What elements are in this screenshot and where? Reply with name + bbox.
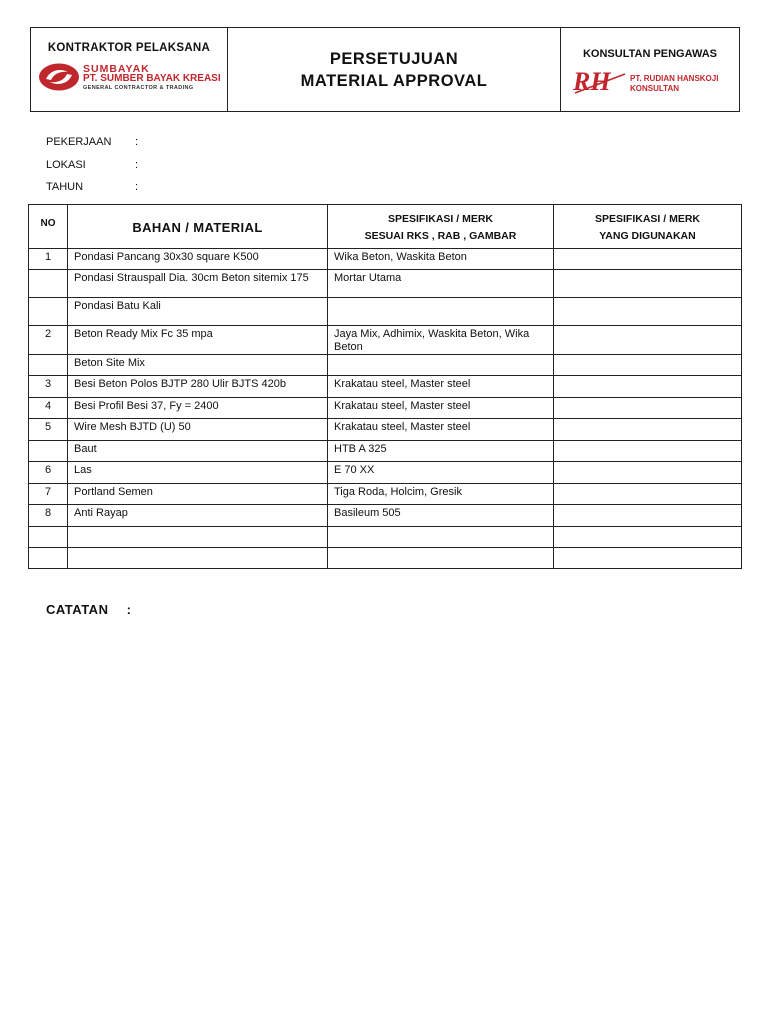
spec-used-line2: YANG DIGUNAKAN (599, 229, 696, 242)
cell-spec-required: Krakatau steel, Master steel (328, 398, 554, 419)
cell-spec-required: Wika Beton, Waskita Beton (328, 249, 554, 270)
cell-no (29, 270, 68, 298)
table-body (29, 249, 742, 569)
cell-spec-used (554, 462, 742, 484)
spec-required-line1: SPESIFIKASI / MERK (387, 212, 493, 225)
cell-spec-used (554, 548, 742, 569)
contractor-short-name: SUMBAYAK (83, 63, 150, 75)
title-block (228, 28, 561, 111)
table-row (29, 462, 742, 484)
cell-no (29, 441, 68, 462)
col-header-bahan: BAHAN / MATERIAL (68, 205, 328, 249)
consultant-block (561, 28, 739, 111)
cell-no: 1 (29, 249, 68, 270)
catatan-label: CATATAN (46, 602, 109, 617)
table-row (29, 398, 742, 419)
cell-no (29, 527, 68, 548)
table-row (29, 249, 742, 270)
cell-spec-required: HTB A 325 (328, 441, 554, 462)
cell-spec-required (328, 298, 554, 326)
cell-spec-required (328, 527, 554, 548)
cell-spec-used (554, 376, 742, 398)
material-table (28, 204, 742, 569)
cell-spec-used (554, 441, 742, 462)
table-row (29, 505, 742, 527)
cell-spec-used (554, 270, 742, 298)
table-row (29, 484, 742, 505)
table-row (29, 441, 742, 462)
cell-no: 2 (29, 326, 68, 355)
contractor-block (31, 28, 228, 111)
cell-spec-used (554, 298, 742, 326)
document-header (30, 27, 740, 112)
cell-spec-required (328, 355, 554, 376)
col-header-no: NO (29, 205, 68, 249)
contractor-subtitle: GENERAL CONTRACTOR & TRADING (83, 85, 194, 91)
cell-spec-used (554, 249, 742, 270)
cell-spec-required: Tiga Roda, Holcim, Gresik (328, 484, 554, 505)
catatan-section (46, 602, 131, 617)
cell-bahan: Anti Rayap (68, 505, 328, 527)
rh-logo-text: RH (573, 68, 611, 96)
spec-used-line1: SPESIFIKASI / MERK (594, 212, 700, 225)
cell-no (29, 548, 68, 569)
cell-bahan: Pondasi Pancang 30x30 square K500 (68, 249, 328, 270)
cell-spec-used (554, 326, 742, 355)
table-row (29, 527, 742, 548)
cell-no: 8 (29, 505, 68, 527)
table-row (29, 326, 742, 355)
cell-spec-required (328, 548, 554, 569)
cell-spec-required: Krakatau steel, Master steel (328, 376, 554, 398)
catatan-colon: : (126, 602, 132, 617)
col-header-spec-used (554, 205, 742, 249)
cell-bahan: Wire Mesh BJTD (U) 50 (68, 419, 328, 441)
tahun-label: TAHUN (46, 181, 84, 193)
cell-bahan: Beton Site Mix (68, 355, 328, 376)
cell-spec-required: Basileum 505 (328, 505, 554, 527)
cell-no: 7 (29, 484, 68, 505)
cell-no: 6 (29, 462, 68, 484)
cell-spec-required: E 70 XX (328, 462, 554, 484)
cell-no (29, 298, 68, 326)
pekerjaan-label: PEKERJAAN (46, 136, 112, 148)
cell-spec-used (554, 484, 742, 505)
cell-bahan (68, 548, 328, 569)
col-header-spec-required (328, 205, 554, 249)
info-tahun (46, 181, 139, 193)
cell-bahan: Las (68, 462, 328, 484)
cell-bahan: Baut (68, 441, 328, 462)
table-row (29, 548, 742, 569)
table-header-row (29, 205, 742, 249)
lokasi-label: LOKASI (46, 159, 86, 171)
cell-spec-required: Jaya Mix, Adhimix, Waskita Beton, Wika Beton (328, 326, 554, 355)
lokasi-colon: : (135, 159, 139, 171)
contractor-label: KONTRAKTOR PELAKSANA (47, 42, 211, 54)
cell-no (29, 355, 68, 376)
cell-no: 5 (29, 419, 68, 441)
cell-spec-used (554, 419, 742, 441)
table-row (29, 419, 742, 441)
cell-spec-used (554, 355, 742, 376)
info-lokasi (46, 159, 139, 171)
title-line-1: PERSETUJUAN (329, 49, 459, 68)
cell-bahan: Portland Semen (68, 484, 328, 505)
cell-bahan: Besi Profil Besi 37, Fy = 2400 (68, 398, 328, 419)
title-line-2: MATERIAL APPROVAL (300, 71, 488, 90)
cell-spec-used (554, 527, 742, 548)
sumbayak-logo-icon (38, 62, 80, 92)
rh-logo-icon (571, 68, 629, 96)
consultant-label: KONSULTAN PENGAWAS (582, 48, 718, 60)
cell-no: 3 (29, 376, 68, 398)
info-pekerjaan (46, 136, 139, 148)
consultant-company-name: PT. RUDIAN HANSKOJI (630, 74, 719, 83)
cell-bahan (68, 527, 328, 548)
cell-spec-required: Mortar Utama (328, 270, 554, 298)
table-row (29, 298, 742, 326)
contractor-full-name: PT. SUMBER BAYAK KREASI (83, 73, 221, 84)
cell-bahan: Besi Beton Polos BJTP 280 Ulir BJTS 420b (68, 376, 328, 398)
table-row (29, 270, 742, 298)
pekerjaan-colon: : (135, 136, 139, 148)
cell-spec-required: Krakatau steel, Master steel (328, 419, 554, 441)
cell-bahan: Beton Ready Mix Fc 35 mpa (68, 326, 328, 355)
cell-spec-used (554, 398, 742, 419)
table-row (29, 376, 742, 398)
spec-required-line2: SESUAI RKS , RAB , GAMBAR (364, 229, 517, 242)
cell-bahan: Pondasi Strauspall Dia. 30cm Beton sitemix 175 (68, 270, 328, 298)
cell-spec-used (554, 505, 742, 527)
tahun-colon: : (135, 181, 139, 193)
cell-no: 4 (29, 398, 68, 419)
table-row (29, 355, 742, 376)
consultant-company-subtitle: KONSULTAN (630, 84, 680, 93)
cell-bahan: Pondasi Batu Kali (68, 298, 328, 326)
